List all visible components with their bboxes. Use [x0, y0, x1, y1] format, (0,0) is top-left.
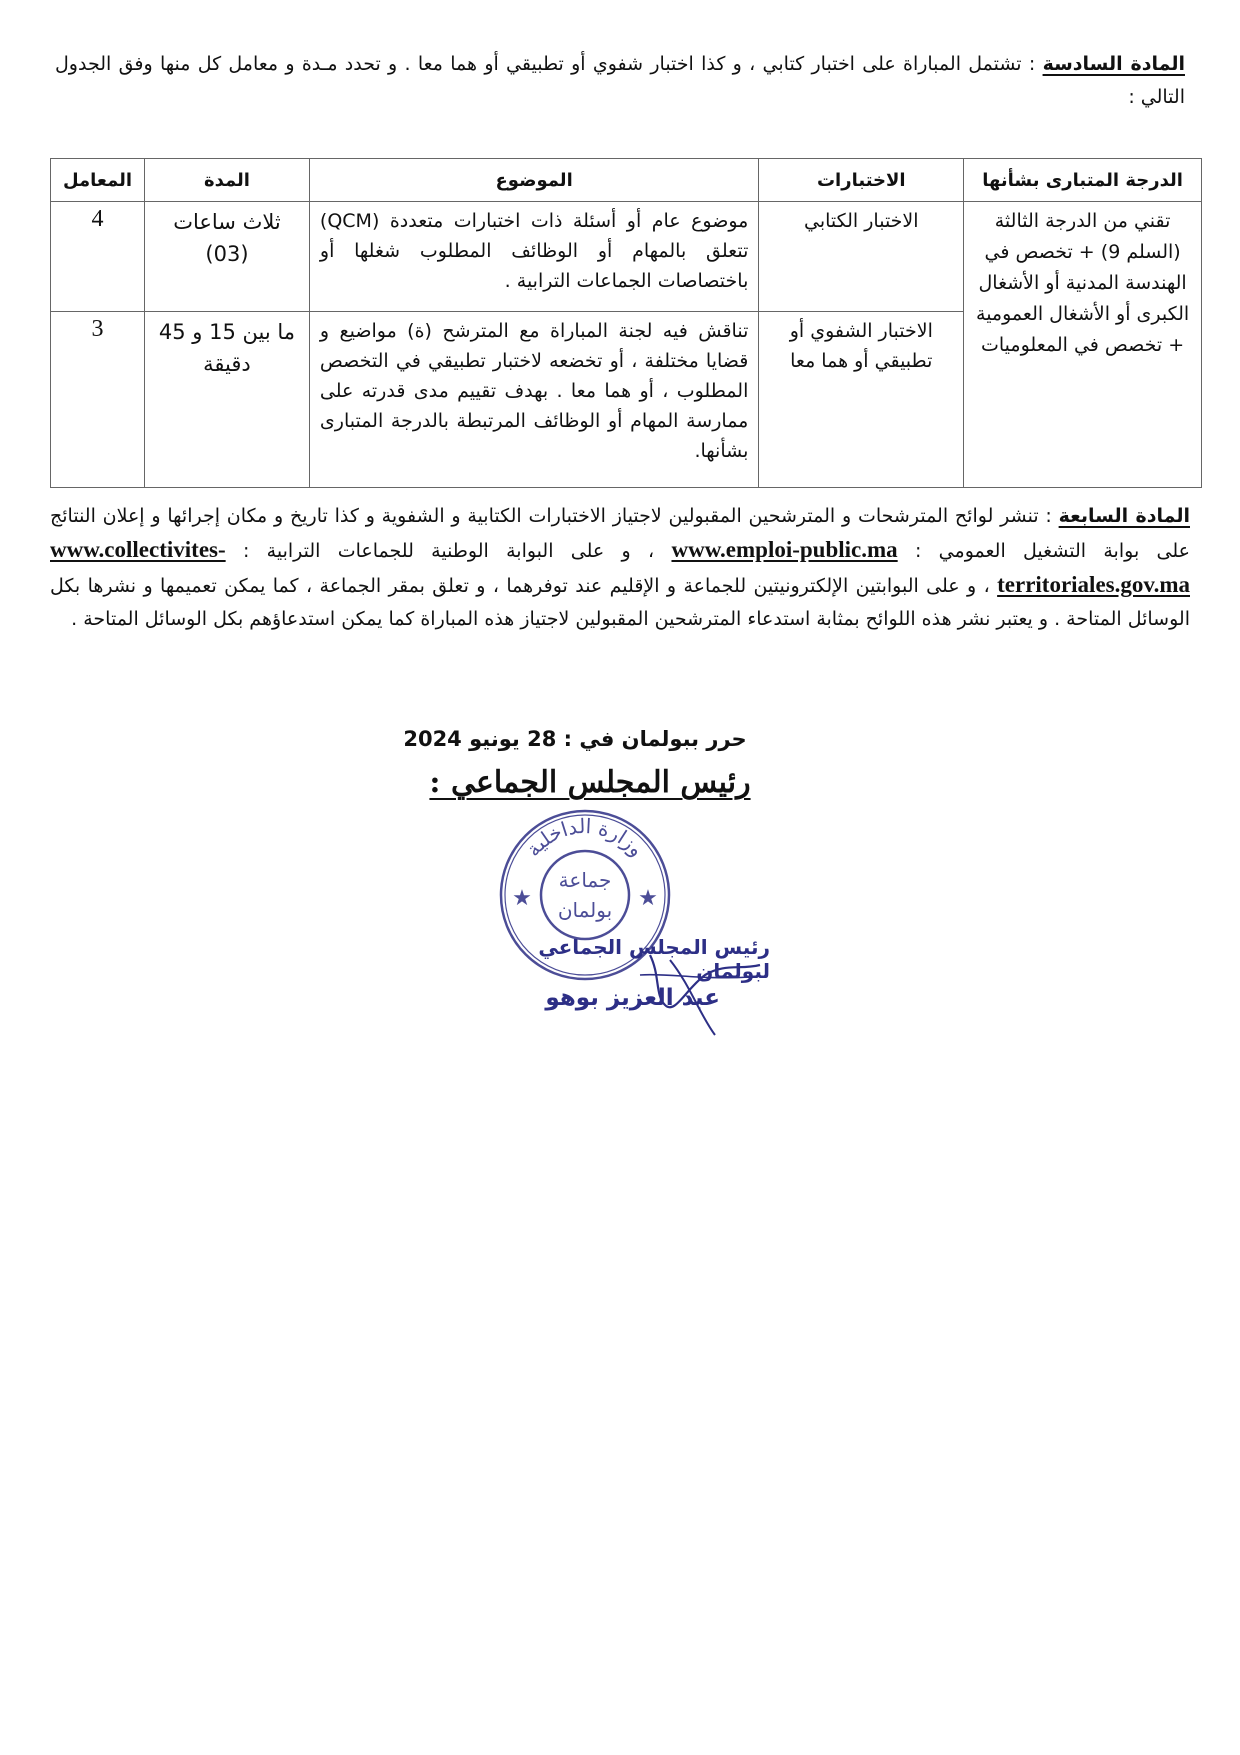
exam-table [50, 158, 1202, 488]
article-6-paragraph [55, 48, 1185, 114]
stamp-center-bottom: بولمان [557, 898, 613, 922]
article-6-text: : تشتمل المباراة على اختبار كتابي ، و كذا اختبار شفوي أو تطبيقي أو هما معا . و تحدد مـدة و معامل كل منها وفق الجدول التالي : [55, 53, 1185, 108]
article-7-label: المادة السابعة [1058, 505, 1190, 527]
article-6-label: المادة السادسة [1042, 53, 1185, 75]
header-tests: الاختبارات [759, 159, 964, 202]
article-7-text-c: ، و على البوابتين الإلكترونيتين للجماعة و الإقليم عند توفرهما ، و تعلق بمقر الجماعة ، كما يمكن تعميمها و نشرها بكل الوسائل المتاحة . و يعتبر نشر هذه اللوائح بمثابة استدعاء المترشحين المقبولين لاجتياز هذه المباراة كما يمكن استدعاؤهم بكل الوسائل المتاحة . [50, 575, 1190, 630]
header-subject: الموضوع [309, 159, 758, 202]
table-row [51, 202, 1202, 312]
stamp-center-top: جماعة [558, 868, 612, 892]
subject-cell: تناقش فيه لجنة المباراة مع المترشح (ة) مواضيع و قضايا مختلفة ، أو تخضعه لاختبار تطبيقي في التخصص المطلوب ، أو هما معا . بهدف تقييم مدى قدرته على ممارسة المهام أو الوظائف المرتبطة بالدرجة المتبارى بشأنها. [309, 311, 758, 487]
star-icon: ★ [638, 886, 658, 911]
duration-cell: ثلاث ساعات (03) [145, 202, 310, 312]
coefficient-cell: 3 [51, 311, 145, 487]
test-cell: الاختبار الشفوي أو تطبيقي أو هما معا [759, 311, 964, 487]
header-coefficient: المعامل [51, 159, 145, 202]
collectivites-link[interactable]: www.collectivites-territoriales.gov.ma [50, 537, 1190, 597]
signature-title: رئيس المجلس الجماعي لبولمان [538, 935, 770, 983]
signature-scribble [630, 935, 770, 1045]
signature-block [470, 935, 770, 1045]
table-header-row [51, 159, 1202, 202]
article-7-paragraph [50, 500, 1190, 636]
president-title: رئيس المجلس الجماعي : [429, 765, 751, 800]
duration-cell: ما بين 15 و 45 دقيقة [145, 311, 310, 487]
star-icon: ★ [512, 886, 532, 911]
article-7-text-a: : تنشر لوائح المترشحات و المترشحين المقبولين لاجتياز الاختبارات الكتابية و الشفوية و كذا تاريخ و مكان إجرائها و إعلان النتائج على بوابة التشغيل العمومي : [50, 505, 1190, 562]
article-7-text-b: ، و على البوابة الوطنية للجماعات الترابية : [225, 540, 672, 562]
grade-cell: تقني من الدرجة الثالثة (السلم 9) + تخصص في الهندسة المدنية أو الأشغال الكبرى أو الأشغال العمومية + تخصص في المعلوميات [964, 202, 1202, 488]
test-cell: الاختبار الكتابي [759, 202, 964, 312]
subject-cell: موضوع عام أو أسئلة ذات اختبارات متعددة (QCM) تتعلق بالمهام أو الوظائف المطلوب شغلها أو باختصاصات الجماعات الترابية . [309, 202, 758, 312]
stamp-ring-text: وزارة الداخلية [521, 813, 650, 862]
header-grade: الدرجة المتبارى بشأنها [964, 159, 1202, 202]
coefficient-cell: 4 [51, 202, 145, 312]
signature-name: عبد العزيز بوهو [545, 985, 720, 1011]
header-duration: المدة [145, 159, 310, 202]
date-line: حرر ببولمان في : 28 يونيو 2024 [403, 727, 747, 751]
emploi-public-link[interactable]: www.emploi-public.ma [671, 537, 898, 562]
